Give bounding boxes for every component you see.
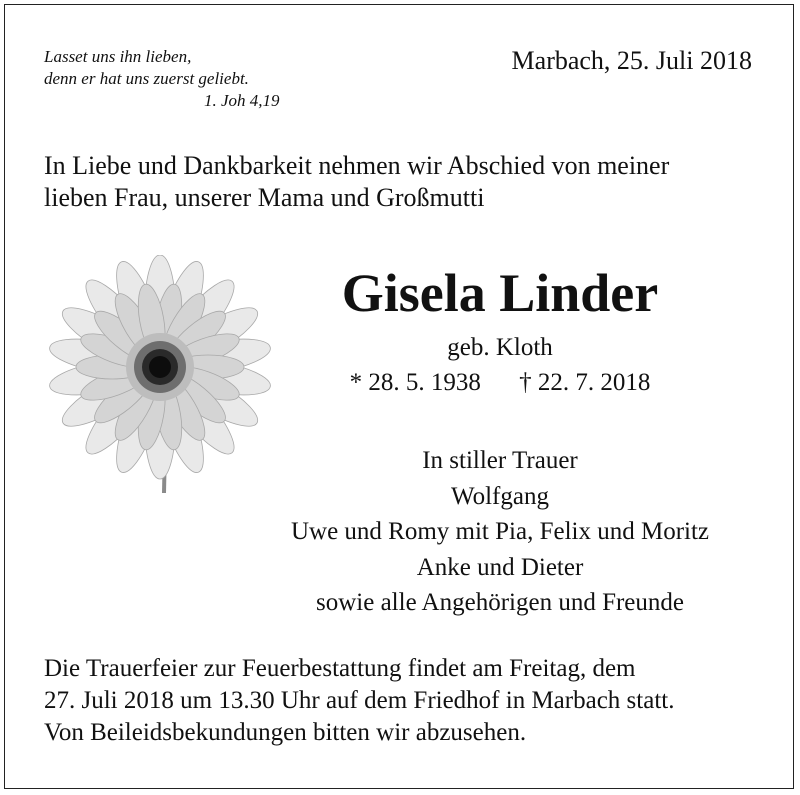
maiden-name: geb. Kloth <box>447 334 553 361</box>
mourner-name: Anke und Dieter <box>416 553 584 581</box>
verse-line: Lasset uns ihn lieben, <box>44 47 192 66</box>
funeral-details <box>44 653 774 749</box>
deceased-name: Gisela Linder <box>341 263 659 323</box>
funeral-line: Von Beileidsbekundungen bitten wir abzusehen. <box>44 719 527 746</box>
mourner-name: Wolfgang <box>451 482 549 510</box>
bible-verse <box>44 46 344 112</box>
verse-reference: 1. Joh 4,19 <box>204 91 280 110</box>
mourners-block <box>250 443 750 621</box>
birth-date: * 28. 5. 1938 <box>349 369 481 396</box>
mourning-heading: In stiller Trauer <box>422 447 578 474</box>
funeral-line: 27. Juli 2018 um 13.30 Uhr auf dem Friedhof in Marbach statt. <box>44 687 675 714</box>
gerbera-flower-icon <box>40 255 285 495</box>
intro-line: In Liebe und Dankbarkeit nehmen wir Abschied von meiner <box>44 151 670 180</box>
intro-text <box>44 150 764 214</box>
mourner-name: Uwe und Romy mit Pia, Felix und Moritz <box>290 518 710 545</box>
funeral-line: Die Trauerfeier zur Feuerbestattung findet am Freitag, dem <box>44 655 636 682</box>
mourner-name: sowie alle Angehörigen und Freunde <box>316 589 684 616</box>
death-date: † 22. 7. 2018 <box>519 369 651 396</box>
life-dates <box>250 368 750 398</box>
place-date: Marbach, 25. Juli 2018 <box>511 46 752 75</box>
verse-line: denn er hat uns zuerst geliebt. <box>44 69 249 88</box>
intro-line: lieben Frau, unserer Mama und Großmutti <box>44 183 485 212</box>
